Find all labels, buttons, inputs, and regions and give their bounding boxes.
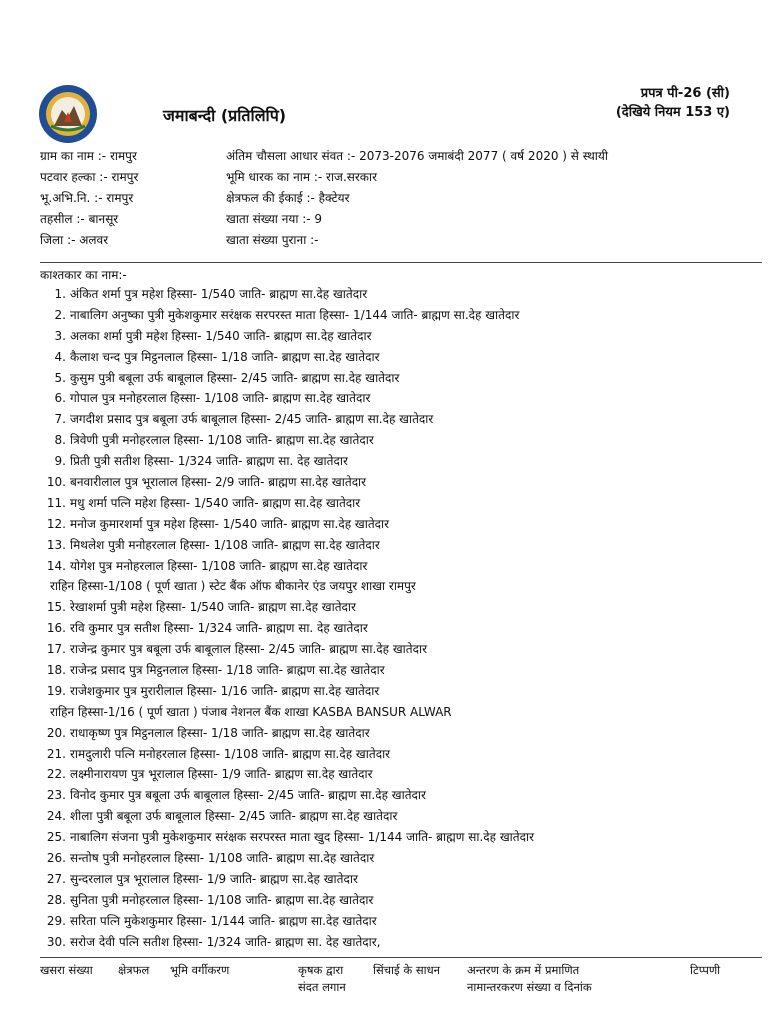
owner-row xyxy=(40,618,762,639)
owner-number: 20. xyxy=(46,725,66,740)
owner-text: राधाकृष्ण पुत्र मिट्ठनलाल हिस्सा- 1/18 जाति- ब्राह्मण सा.देह खातेदार xyxy=(70,725,370,740)
owner-row xyxy=(40,472,762,493)
owner-text: लक्ष्मीनारायण पुत्र भूरालाल हिस्सा- 1/9 जाति- ब्राह्मण सा.देह खातेदार xyxy=(70,767,373,782)
owner-row xyxy=(40,723,762,744)
owner-number: 11. xyxy=(46,495,66,510)
owner-text: सरोज देवी पत्नि सतीश हिस्सा- 1/324 जाति- ब्राह्मण सा. देह खातेदार, xyxy=(70,934,381,949)
mortgage-note xyxy=(40,576,762,597)
khasra-table-header xyxy=(0,962,768,1002)
owner-row xyxy=(40,305,762,326)
owner-row xyxy=(40,368,762,389)
owner-text: शीला पुत्री बबूला उर्फ बाबूलाल हिस्सा- 2/45 जाति- ब्राह्मण सा.देह खातेदार xyxy=(70,809,398,824)
owner-text: सन्तोष पुत्री मनोहरलाल हिस्सा- 1/108 जाति- ब्राह्मण सा.देह खातेदार xyxy=(70,851,375,866)
area-unit: क्षेत्रफल की ईकाई :- हैक्टेयर xyxy=(226,191,350,205)
owner-text: रामदुलारी पत्नि मनोहरलाल हिस्सा- 1/108 जाति- ब्राह्मण सा.देह खातेदार xyxy=(70,746,391,761)
owner-row xyxy=(40,890,762,911)
owner-row xyxy=(40,493,762,514)
owner-row xyxy=(40,911,762,932)
divider xyxy=(40,957,762,958)
owner-text: राजेन्द्र प्रसाद पुत्र मिट्ठनलाल हिस्सा- 1/18 जाति- ब्राह्मण सा.देह खातेदार xyxy=(70,663,385,678)
owner-text: अंकित शर्मा पुत्र महेश हिस्सा- 1/540 जाति- ब्राह्मण सा.देह खातेदार xyxy=(70,287,368,301)
owner-row xyxy=(40,639,762,660)
owner-number: 14. xyxy=(46,558,66,573)
owner-row xyxy=(40,660,762,681)
owner-number: 16. xyxy=(46,621,66,636)
owner-row xyxy=(40,409,762,430)
owner-text: सुनिता पुत्री मनोहरलाल हिस्सा- 1/108 जाति- ब्राह्मण सा.देह खातेदार xyxy=(70,892,374,907)
owner-number: 19. xyxy=(46,683,66,698)
owner-row xyxy=(40,326,762,347)
document-title: जमाबन्दी (प्रतिलिपि) xyxy=(163,106,287,125)
owner-number: 17. xyxy=(46,642,66,657)
owner-text: राहिन हिस्सा-1/16 ( पूर्ण खाता ) पंजाब नेशनल बैंक शाखा KASBA BANSUR ALWAR xyxy=(50,704,452,719)
owner-row xyxy=(40,597,762,618)
owner-row xyxy=(40,535,762,556)
owner-number: 10. xyxy=(46,475,66,490)
owner-number: 21. xyxy=(46,746,66,761)
owner-text: राजेशकुमार पुत्र मुरारीलाल हिस्सा- 1/16 जाति- ब्राह्मण सा.देह खातेदार xyxy=(70,683,380,698)
owner-text: कुसुम पुत्री बबूला उर्फ बाबूलाल हिस्सा- 2/45 जाति- ब्राह्मण सा.देह खातेदार xyxy=(70,370,400,385)
owner-row xyxy=(40,681,762,702)
owner-row xyxy=(40,284,762,305)
owner-text: मनोज कुमारशर्मा पुत्र महेश हिस्सा- 1/540 जाति- ब्राह्मण सा.देह खातेदार xyxy=(70,516,390,531)
owner-text: विनोद कुमार पुत्र बबूला उर्फ बाबूलाल हिस्सा- 2/45 जाति- ब्राह्मण सा.देह खातेदार xyxy=(70,788,426,803)
owner-number: 3. xyxy=(54,328,66,343)
owner-row xyxy=(40,827,762,848)
owner-row xyxy=(40,347,762,368)
owner-number: 18. xyxy=(46,663,66,678)
owner-number: 5. xyxy=(54,370,66,385)
divider xyxy=(40,262,762,263)
owner-number: 23. xyxy=(46,788,66,803)
owner-row xyxy=(40,806,762,827)
column-header-remarks: टिप्पणी xyxy=(690,963,721,977)
column-header-rent: कृषक द्वारा संदत लगान xyxy=(298,963,346,994)
owner-number: 15. xyxy=(46,600,66,615)
owner-number: 26. xyxy=(46,851,66,866)
owner-number: 12. xyxy=(46,516,66,531)
owner-row xyxy=(40,869,762,890)
column-header-khasra-number: खसरा संख्या xyxy=(40,963,93,977)
owner-number: 8. xyxy=(54,433,66,448)
owner-text: त्रिवेणी पुत्री मनोहरलाल हिस्सा- 1/108 जाति- ब्राह्मण सा.देह खातेदार xyxy=(70,433,374,448)
form-number: प्रपत्र पी-26 (सी) xyxy=(640,86,730,101)
column-header-mutation: अन्तरण के क्रम में प्रमाणित नामान्तरकरण संख्या व दिनांक xyxy=(467,963,592,994)
owner-text: नाबालिग अनुष्का पुत्री मुकेशकुमार सरंक्षक सरपरस्त माता हिस्सा- 1/144 जाति- ब्राह्मण सा.देह खातेदार xyxy=(70,307,520,322)
owner-row xyxy=(40,764,762,785)
owner-text: मधु शर्मा पत्नि महेश हिस्सा- 1/540 जाति- ब्राह्मण सा.देह खातेदार xyxy=(70,495,361,510)
owner-number: 30. xyxy=(46,934,66,949)
owner-row xyxy=(40,514,762,535)
owner-text: अलका शर्मा पुत्री महेश हिस्सा- 1/540 जाति- ब्राह्मण सा.देह खातेदार xyxy=(70,328,372,343)
owner-number: 28. xyxy=(46,892,66,907)
owner-number: 4. xyxy=(54,349,66,364)
owner-number: 9. xyxy=(54,454,66,469)
government-seal-icon xyxy=(38,84,98,144)
owner-text: जगदीश प्रसाद पुत्र बबूला उर्फ बाबूलाल हिस्सा- 2/45 जाति- ब्राह्मण सा.देह खातेदार xyxy=(70,412,434,427)
owner-row xyxy=(40,744,762,765)
owner-number: 25. xyxy=(46,830,66,845)
owner-text: कैलाश चन्द पुत्र मिट्ठनलाल हिस्सा- 1/18 जाति- ब्राह्मण सा.देह खातेदार xyxy=(70,349,380,364)
owner-row xyxy=(40,451,762,472)
column-header-land-classification: भूमि वर्गीकरण xyxy=(170,963,230,977)
rule-reference: (देखिये नियम 153 ए) xyxy=(615,105,730,120)
owner-row xyxy=(40,848,762,869)
owner-text: मिथलेश पुत्री मनोहरलाल हिस्सा- 1/108 जाति- ब्राह्मण सा.देह खातेदार xyxy=(70,537,380,552)
owner-row xyxy=(40,785,762,806)
owner-number: 13. xyxy=(46,537,66,552)
land-record-inspector: भू.अभि.नि. :- रामपुर xyxy=(40,191,134,205)
owners-list xyxy=(40,284,762,953)
owners-heading: काश्तकार का नाम:- xyxy=(40,268,127,282)
tehsil: तहसील :- बानसूर xyxy=(40,212,119,226)
land-holder-name: भूमि धारक का नाम :- राज.सरकार xyxy=(226,170,378,184)
khata-details xyxy=(226,146,608,251)
owner-text: रेखाशर्मा पुत्री महेश हिस्सा- 1/540 जाति- ब्राह्मण सा.देह खातेदार xyxy=(70,600,356,615)
owner-text: प्रिती पुत्री सतीश हिस्सा- 1/324 जाति- ब्राह्मण सा. देह खातेदार xyxy=(70,454,348,469)
owner-text: राजेन्द्र कुमार पुत्र बबूला उर्फ बाबूलाल हिस्सा- 2/45 जाति- ब्राह्मण सा.देह खातेदार xyxy=(70,642,428,657)
khata-number-old: खाता संख्या पुराना :- xyxy=(226,233,319,247)
owner-number: 22. xyxy=(46,767,66,782)
district: जिला :- अलवर xyxy=(40,233,109,247)
column-header-area: क्षेत्रफल xyxy=(118,963,150,977)
owner-number: 24. xyxy=(46,809,66,824)
owner-row xyxy=(40,388,762,409)
owner-text: नाबालिग संजना पुत्री मुकेशकुमार सरंक्षक सरपरस्त माता खुद हिस्सा- 1/144 जाति- ब्राह्मण सा.देह खातेदार xyxy=(70,830,534,845)
owner-text: सरिता पत्नि मुकेशकुमार हिस्सा- 1/144 जाति- ब्राह्मण सा.देह खातेदार xyxy=(70,913,377,928)
column-header-irrigation: सिंचाई के साधन xyxy=(373,963,441,977)
owner-number: 29. xyxy=(46,913,66,928)
owner-row xyxy=(40,932,762,953)
owner-row xyxy=(40,556,762,577)
owner-text: गोपाल पुत्र मनोहरलाल हिस्सा- 1/108 जाति- ब्राह्मण सा.देह खातेदार xyxy=(70,391,371,406)
owner-text: सुन्दरलाल पुत्र भूरालाल हिस्सा- 1/9 जाति- ब्राह्मण सा.देह खातेदार xyxy=(70,871,358,886)
owner-text: रवि कुमार पुत्र सतीश हिस्सा- 1/324 जाति- ब्राह्मण सा. देह खातेदार xyxy=(70,621,368,636)
owner-number: 1. xyxy=(54,287,66,301)
khata-number-new: खाता संख्या नया :- 9 xyxy=(226,212,323,226)
owner-row xyxy=(40,430,762,451)
owner-number: 27. xyxy=(46,871,66,886)
owner-text: योगेश पुत्र मनोहरलाल हिस्सा- 1/108 जाति- ब्राह्मण सा.देह खातेदार xyxy=(70,558,368,573)
settlement-basis: अंतिम चौसला आधार संवत :- 2073-2076 जमाबंदी 2077 ( वर्ष 2020 ) से स्थायी xyxy=(226,149,608,163)
village-details xyxy=(40,146,138,251)
owner-number: 2. xyxy=(54,307,66,322)
patwar-halka: पटवार हल्का :- रामपुर xyxy=(40,170,139,184)
form-reference xyxy=(616,84,730,122)
village-name: ग्राम का नाम :- रामपुर xyxy=(40,149,137,163)
owner-number: 6. xyxy=(54,391,66,406)
owner-text: राहिन हिस्सा-1/108 ( पूर्ण खाता ) स्टेट बैंक ऑफ बीकानेर एंड जयपुर शाखा रामपुर xyxy=(50,579,416,594)
owner-number: 7. xyxy=(54,412,66,427)
mortgage-note xyxy=(40,702,762,723)
owner-text: बनवारीलाल पुत्र भूरालाल हिस्सा- 2/9 जाति- ब्राह्मण सा.देह खातेदार xyxy=(70,475,367,490)
